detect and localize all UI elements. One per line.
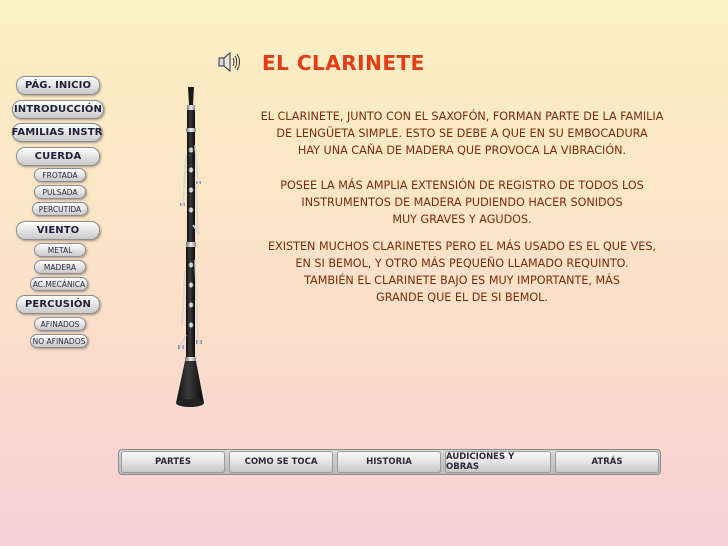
sidebar-item-pag-inicio[interactable]: PÁG. INICIO: [16, 76, 100, 95]
tab-partes[interactable]: PARTES: [121, 451, 225, 473]
text-line: POSEE LA MÁS AMPLIA EXTENSIÓN DE REGISTRO DE TODOS LOS: [280, 179, 644, 192]
sidebar-item-percutida[interactable]: PERCUTIDA: [32, 202, 88, 216]
speaker-icon[interactable]: [216, 51, 242, 73]
tab-como-se-toca[interactable]: COMO SE TOCA: [229, 451, 333, 473]
sidebar-item-familias-instr[interactable]: FAMILIAS INSTR: [12, 123, 102, 142]
sidebar-item-viento[interactable]: VIENTO: [16, 221, 100, 240]
sidebar-item-frotada[interactable]: FROTADA: [34, 168, 86, 182]
text-line: HAY UNA CAÑA DE MADERA QUE PROVOCA LA VIBRACIÓN.: [297, 144, 627, 157]
text-line: EL CLARINETE, JUNTO CON EL SAXOFÓN, FORMAN PARTE DE LA FAMILIA: [260, 110, 664, 123]
sidebar-item-cuerda[interactable]: CUERDA: [16, 147, 100, 166]
sidebar-item-percusion[interactable]: PERCUSIÓN: [16, 295, 100, 314]
sidebar-item-metal[interactable]: METAL: [34, 243, 86, 257]
sidebar-item-madera[interactable]: MADERA: [34, 260, 86, 274]
text-line: INSTRUMENTOS DE MADERA PUDIENDO HACER SONIDOS: [301, 196, 623, 209]
text-line: GRANDE QUE EL DE SI BEMOL.: [376, 291, 548, 304]
tab-historia[interactable]: HISTORIA: [337, 451, 441, 473]
tab-atras[interactable]: ATRÁS: [555, 451, 659, 473]
clarinet-image: [160, 85, 220, 415]
page-title: EL CLARINETE: [262, 51, 425, 75]
paragraph-1: [228, 108, 696, 159]
sidebar-item-ac-mecanica[interactable]: AC.MECÁNICA: [30, 277, 88, 291]
tab-audiciones-y-obras[interactable]: AUDICIONES Y OBRAS: [445, 451, 551, 473]
sidebar-item-no-afinados[interactable]: NO AFINADOS: [30, 334, 88, 348]
text-line: MUY GRAVES Y AGUDOS.: [392, 213, 532, 226]
text-line: TAMBIÉN EL CLARINETE BAJO ES MUY IMPORTANTE, MÁS: [304, 274, 620, 287]
text-line: EN SI BEMOL, Y OTRO MÁS PEQUEÑO LLAMADO REQUINTO.: [295, 257, 629, 270]
text-line: EXISTEN MUCHOS CLARINETES PERO EL MÁS USADO ES EL QUE VES,: [268, 240, 656, 253]
paragraph-3: [228, 238, 696, 306]
sidebar-item-pulsada[interactable]: PULSADA: [34, 185, 86, 199]
text-line: DE LENGÜETA SIMPLE. ESTO SE DEBE A QUE EN SU EMBOCADURA: [276, 127, 648, 140]
paragraph-2: [228, 177, 696, 228]
sidebar-item-introduccion[interactable]: INTRODUCCIÓN: [12, 100, 104, 119]
sidebar-item-afinados[interactable]: AFINADOS: [34, 317, 86, 331]
